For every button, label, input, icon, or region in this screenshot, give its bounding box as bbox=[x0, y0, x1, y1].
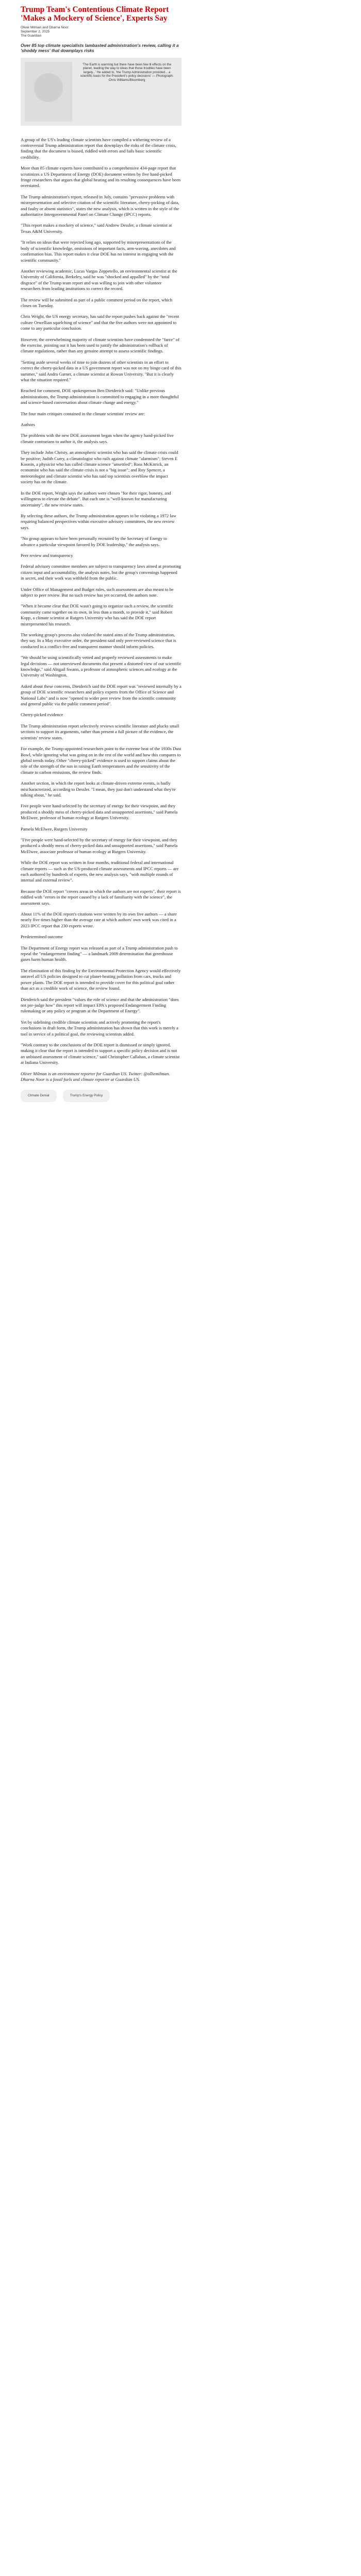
paragraph: Another reviewing academic, Lucas Vargas Zeppetello, an environmental scientist at the University of California, Berkeley, said he was "shocked and appalled" by the "total disgrace" of the Trump team report and was willing to join with other volunteer researchers from leading institutions to correct the record. bbox=[21, 268, 177, 292]
paragraph: A group of the US's leading climate scientists have compiled a withering review of a controversial Trump administration report that downplays the risks of the climate crisis, finding that the document is biased, riddled with errors and fails basic scientific credibility. bbox=[21, 137, 176, 160]
paragraph: While the DOE report was written in four months, traditional federal and international climate reports — such as the US-produced climate assessments and IPCC reports — are each authored by hundreds of experts, the new analysis says, "with multiple rounds of internal and external review". bbox=[21, 860, 179, 883]
paragraph: Asked about these concerns, Dietderich said the DOE report was "reviewed internally by a group of DOE scientific researchers and policy experts from the Office of Science and National Labs" and is now "opened to wider peer review from the scientific community and general public via the public comment period". bbox=[21, 683, 182, 707]
paragraph: Dietderich said the president "values the role of science and that the administration "does not pre-judge how" this report will impact EPA's proposed Endangerment Finding rulemaking or any policy or program at the Department of Energy". bbox=[21, 996, 179, 1014]
paragraph: Reached for comment, DOE spokesperson Ben Dietderich said: "Unlike previous administrations, the Trump administration is committed to engaging in a more thoughtful and science-based conversation about climate change and energy." bbox=[21, 388, 179, 405]
paragraph: "Five people were hand-selected by the secretary of energy for their viewpoint, and they produced a shoddy mess of cherry-picked data and unsupported assertions," said Pamela McElwee, associate professor of human ecology at Rutgers University. bbox=[21, 837, 178, 854]
article-body bbox=[21, 137, 182, 1102]
paragraph: Five people were hand-selected by the secretary of energy for their viewpoint, and they produced a shoddy mess of cherry-picked data and unsupported assertions," said Pamela McElwee, professor of human ecology at Rutgers University. bbox=[21, 803, 178, 821]
tag-climate-denial[interactable]: Climate Denial bbox=[21, 1090, 57, 1101]
paragraph: The Department of Energy report was released as part of a Trump administration push to repeal the "endangerment finding" — a landmark 2009 determination that greenhouse gases harm human health. bbox=[21, 945, 178, 962]
byline-authors: Oliver Milman and Dharna Noor bbox=[21, 26, 69, 29]
paragraph: Because the DOE report "covers areas in which the authors are not experts", their report is riddled with "errors in the report caused by a lack of familiarity with the science", the assessment says. bbox=[21, 888, 181, 906]
paragraph: Federal advisory committee members are subject to transparency laws aimed at promoting citizen input and accountability, the analysis notes, but the group's convenings happened in secret, and their work was withheld from the public. bbox=[21, 564, 181, 581]
paragraph: The problems with the new DOE assessment began when the agency hand-picked five climate contrarians to author it, the analysis says. bbox=[21, 433, 174, 444]
tag-list bbox=[21, 1090, 182, 1101]
author-bio: Oliver Milman is an environment reporter for Guardian US. Twitter: @olliemilman. Dharna Noor is a fossil fuels and climate reporter at Guardian US. bbox=[21, 1071, 170, 1082]
paragraph: Another section, in which the report looks at climate-driven extreme events, is badly mischaracterized, according to Dessler. "I mean, they just don't understand what they're talking about," he said. bbox=[21, 781, 176, 798]
paragraph: The four main critiques contained in the climate scientists' review are: bbox=[21, 411, 145, 416]
byline-publication: The Guardian bbox=[21, 34, 42, 38]
tag-trumps-energy-policy[interactable]: Trump's Energy Policy bbox=[63, 1090, 110, 1101]
section-heading: Pamela McElwee, Rutgers University bbox=[21, 826, 88, 832]
paragraph: About 11% of the DOE report's citations were written by its own five authors — a share nearly five times higher than the average rate at which authors' own work was cited in a 2023 IPCC report that 230 experts wrote. bbox=[21, 911, 177, 928]
lead-photo bbox=[21, 58, 182, 126]
paragraph: Chris Wright, the US energy secretary, has said the report pushes back against the "recent culture Orwellian squelching of science" and that the five authors were not appointed to come to any particular conclusion. bbox=[21, 314, 179, 331]
paragraph: "It relies on ideas that were rejected long ago, supported by misrepresentations of the body of scientific knowledge, omissions of important facts, arm-waving, anecdotes and confirmation bias. This report makes it clear DOE has no interest in engaging with the scientific community." bbox=[21, 240, 176, 263]
photo-placeholder bbox=[25, 62, 72, 122]
paragraph: "Work contrary to the conclusions of the DOE report is dismissed or simply ignored, making it clear that the report is intended to support a specific policy decision and is not an unbiased assessment of climate science," said Christopher Callahan, a climate scientist at Indiana University. bbox=[21, 1042, 180, 1065]
section-heading: Predetermined outcome bbox=[21, 934, 63, 940]
paragraph: In the DOE report, Wright says the authors were chosen "for their rigor, honesty, and willingness to elevate the debate". But each one is "well-known for manufacturing uncertainty", the new review states. bbox=[21, 490, 171, 507]
section-heading: Cherry-picked evidence bbox=[21, 712, 63, 718]
paragraph: "We should be using scientifically vetted and properly reviewed assessments to make legal decisions — not unreviewed documents that present a distorted view of our scientific knowledge," said Abigail Swann, a professor of atmospheric sciences and ecology at the University of Washington. bbox=[21, 655, 182, 678]
paragraph: "When it became clear that DOE wasn't going to organize such a review, the scientific community came together on its own, in less than a month, to provide it," said Robert Kopp, a climate scientist at Rutgers University who has said the DOE report misrepresented his research. bbox=[21, 603, 174, 626]
byline-date: September 2, 2025 bbox=[21, 30, 50, 34]
paragraph: By selecting these authors, the Trump administration appears to be violating a 1972 law requiring balanced perspectives within executive advisory committees, the new review says. bbox=[21, 513, 176, 530]
paragraph: More than 85 climate experts have contributed to a comprehensive 434-page report that scrutinizes a US Department of Energy (DOE) document written by five hand-picked fringe researchers that argues that global heating and its resulting consequences have been overstated. bbox=[21, 165, 181, 189]
paragraph: Under Office of Management and Budget rules, such assessments are also meant to be subject to peer review. But no such review has yet occurred, the authors note. bbox=[21, 586, 174, 598]
byline bbox=[21, 26, 182, 39]
headline: Trump Team's Contentious Climate Report 'Makes a Mockery of Science', Experts Say bbox=[21, 5, 169, 23]
photo-caption: 'The Earth is warming but there have been few ill effects on the planet, leading the way to ideas that those troubles have been largely...' He added to, 'the Trump Administration provided... a scientific basis for the President's policy decisions' — Photograph: Chris Williams/Bloomberg bbox=[80, 62, 174, 82]
paragraph: Yet by sidelining credible climate scientists and actively promoting the report's conclusions in draft form, the Trump administration has shown that this work is merely a tool in service of a political goal, the reviewing scientists added. bbox=[21, 1019, 178, 1037]
section-heading: Authors bbox=[21, 422, 35, 428]
paragraph: The elimination of this finding by the Environmental Protection Agency would effectively unravel all US policies designed to cut planet-heating pollution from cars, trucks and power plants. The DOE report is intended to provide cover for this political goal rather than act as a credible work of science, the review found. bbox=[21, 968, 181, 991]
paragraph: The Trump administration report selectively reviews scientific literature and plucks small sections to support its arguments, rather than present a full picture of the evidence, the scientists' review states. bbox=[21, 723, 179, 740]
standfirst: Over 85 top climate specialists lambasted administration's review, calling it a 'shoddy mess' that downplays risks bbox=[21, 42, 179, 54]
paragraph: However, the overwhelming majority of climate scientists have condemned the "farce" of the exercise, pointing out it has been used to justify the administration's rollback of climate regulations, rather than any genuine attempt to assess scientific findings. bbox=[21, 336, 179, 354]
paragraph: "This report makes a mockery of science," said Andrew Dessler, a climate scientist at Texas A&M University. bbox=[21, 223, 172, 234]
paragraph: "No group appears to have been personally recruited by the Secretary of Energy to advance a particular viewpoint favored by DOE leadership," the analysis says. bbox=[21, 536, 167, 547]
article bbox=[21, 0, 182, 1102]
section-heading: Peer review and transparency bbox=[21, 552, 73, 558]
paragraph: For example, the Trump-appointed researchers point to the extreme heat of the 1930s Dust Bowl, while ignoring what was going on in the rest of the world and how this compares to global trends today. Other "cherry-picked" evidence is used to support claims about the role of the strength of the sun in raising Earth temperatures and the sensitivity of the climate to carbon emissions, the review finds. bbox=[21, 746, 182, 775]
paragraph: The Trump administration's report, released in July, contains "pervasive problems with misrepresentation and selective citation of the scientific literature, cherry-picking of data, and faulty or absent statistics", states the new analysis, which is written in the style of the authoritative Intergovernmental Panel on Climate Change (IPCC) reports. bbox=[21, 194, 179, 217]
paragraph: They include John Christy, an atmospheric scientist who has said the climate crisis could be positive; Judith Curry, a climatologist who rails against climate "alarmism"; Steven E Koonin, a physicist who has called climate science "unsettled"; Ross McKitrick, an economist who has said the climate crisis is not a "big issue"; and Roy Spencer, a meteorologist and climate scientist who has said top scientists overblow the impact society has on the climate. bbox=[21, 450, 178, 485]
paragraph: The working group's process also violated the stated aims of the Trump administration, they say. In a May executive order, the president said only peer-reviewed science that is conducted in a conflict-free and transparent manner should inform policies. bbox=[21, 632, 176, 649]
paragraph: The review will be submitted as part of a public comment period on the report, which closes on Tuesday. bbox=[21, 297, 173, 308]
paragraph: "Setting aside several weeks of time to join dozens of other scientists in an effort to correct the cherry-picked data in a US government report was not on my bingo card of this summer," said Andra Garner, a climate scientist at Rowan University. "But it is clearly what the situation required." bbox=[21, 359, 182, 383]
